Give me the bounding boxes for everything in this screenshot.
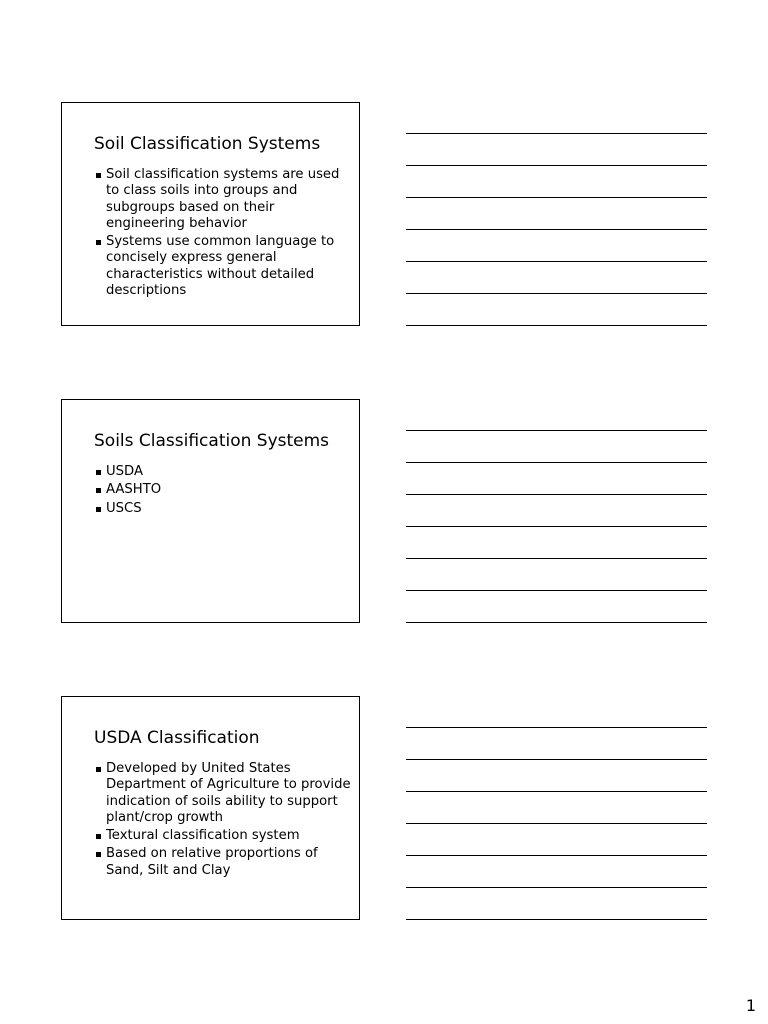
bullet-text: USDA <box>106 464 143 479</box>
slide-3 <box>61 696 360 920</box>
note-line <box>406 197 707 198</box>
slide-title: USDA Classification <box>94 728 260 748</box>
note-line <box>406 165 707 166</box>
note-line <box>406 727 707 728</box>
note-line <box>406 229 707 230</box>
note-line <box>406 293 707 294</box>
slide-title: Soils Classification Systems <box>94 431 330 451</box>
bullet-item <box>96 501 354 517</box>
bullet-text: Developed by United States Department of Agriculture to provide indication of soils ability to support plant/crop growth <box>106 761 351 825</box>
bullet-text: Soil classification systems are used to class soils into groups and subgroups based on their engineering behavior <box>106 167 340 231</box>
bullet-item <box>96 761 354 826</box>
bullet-list <box>96 167 354 301</box>
bullet-item <box>96 464 354 480</box>
bullet-item <box>96 482 354 498</box>
note-line <box>406 823 707 824</box>
notes-lines-2 <box>406 430 707 654</box>
bullet-text: AASHTO <box>106 482 162 498</box>
note-line <box>406 430 707 431</box>
note-line <box>406 791 707 792</box>
notes-lines-3 <box>406 727 707 951</box>
bullet-item <box>96 828 354 844</box>
note-line <box>406 622 707 623</box>
note-line <box>406 494 707 495</box>
slide-1 <box>61 102 360 326</box>
note-line <box>406 887 707 888</box>
bullet-item <box>96 234 354 299</box>
bullet-list <box>96 761 354 881</box>
bullet-text: Based on relative proportions of Sand, Silt and Clay <box>106 846 318 878</box>
bullet-text: Textural classification system <box>106 828 300 844</box>
bullet-text: USCS <box>106 500 142 516</box>
bullet-text: Systems use common language to concisely express general characteristics without detailed descriptions <box>106 234 335 299</box>
note-line <box>406 526 707 527</box>
note-line <box>406 919 707 920</box>
note-line <box>406 558 707 559</box>
slide-2 <box>61 399 360 623</box>
note-line <box>406 325 707 326</box>
note-line <box>406 462 707 463</box>
page-number: 1 <box>745 996 756 1015</box>
bullet-list <box>96 464 354 519</box>
note-line <box>406 759 707 760</box>
bullet-item <box>96 846 354 879</box>
slide-title: Soil Classification Systems <box>94 134 321 154</box>
bullet-item <box>96 167 354 232</box>
note-line <box>406 855 707 856</box>
notes-lines-1 <box>406 133 707 357</box>
note-line <box>406 133 707 134</box>
note-line <box>406 261 707 262</box>
note-line <box>406 590 707 591</box>
